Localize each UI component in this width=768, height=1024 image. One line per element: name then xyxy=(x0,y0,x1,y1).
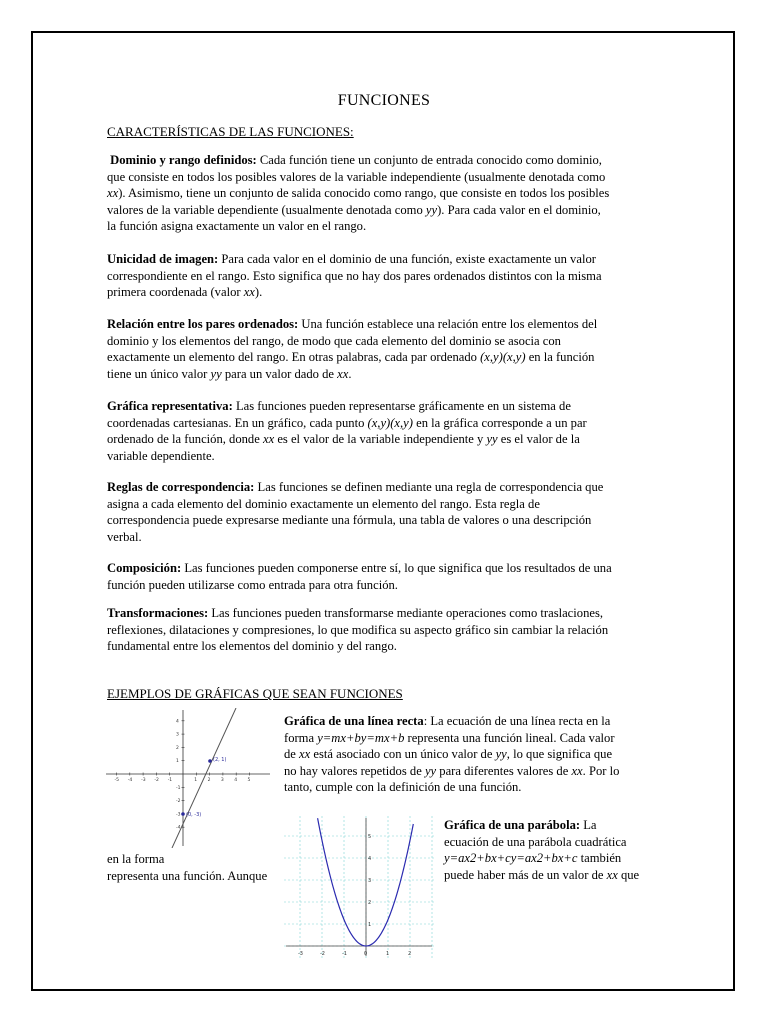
y-tick-label: -1 xyxy=(176,785,181,791)
section-heading-characteristics: CARACTERÍSTICAS DE LAS FUNCIONES: xyxy=(107,124,354,139)
point-b-marker xyxy=(181,812,185,816)
paragraph-composition xyxy=(107,560,677,593)
paragraph-label: Gráfica representativa: xyxy=(107,399,233,413)
paragraph-line: dominio y los elementos del rango, de modo que cada elemento del dominio se asocia con xyxy=(107,333,561,348)
x-tick-label: -2 xyxy=(320,951,325,957)
paragraph-line: ecuación de una parábola cuadrática xyxy=(444,834,627,849)
example-line-text xyxy=(284,713,674,796)
x-tick-label: -3 xyxy=(141,778,146,783)
paragraph-label: Composición: xyxy=(107,561,182,575)
paragraph-line: puede haber más de un valor de xx que xyxy=(444,867,640,882)
paragraph-label: Transformaciones: xyxy=(107,606,209,620)
y-tick-label: -2 xyxy=(176,799,181,805)
paragraph-line: ordenado de la función, donde xx es el valor de la variable independiente y yy es el valor de la xyxy=(107,432,580,446)
point-a-label: (2, 1) xyxy=(213,757,227,763)
paragraph-graph xyxy=(107,398,667,464)
paragraph-line: correspondiente en el rango. Esto significa que no hay dos pares ordenados distintos con la misma xyxy=(107,268,602,283)
y-tick-label: -3 xyxy=(176,812,181,818)
x-tick-label: 3 xyxy=(220,778,224,783)
paragraph-line: en la forma xyxy=(107,852,165,866)
paragraph-line: no hay valores repetidos de yy para diferentes valores de xx. Por lo xyxy=(284,763,620,778)
paragraph-label: Relación entre los pares ordenados: xyxy=(107,317,299,331)
paragraph-label: Reglas de correspondencia: xyxy=(107,480,255,494)
parabola-graph-image xyxy=(284,816,434,959)
paragraph-line: primera coordenada (valor xx). xyxy=(107,285,263,299)
paragraph-line: Gráfica de una línea recta: La ecuación de una línea recta en la xyxy=(284,714,611,728)
paragraph-correspondence xyxy=(107,479,667,545)
paragraph-line: exactamente un elemento del rango. En otras palabras, cada par ordenado (x,y)(x,y) en la función xyxy=(107,350,595,364)
paragraph-line: Reglas de correspondencia: Las funciones se definen mediante una regla de correspondencia que xyxy=(107,480,604,494)
x-tick-label: -1 xyxy=(342,951,347,957)
y-tick-label: -4 xyxy=(176,825,181,831)
paragraph-line: Gráfica representativa: Las funciones pueden representarse gráficamente en un sistema de xyxy=(107,399,571,413)
paragraph-line: que consiste en todos los posibles valores de la variable independiente (usualmente denotada como xyxy=(107,169,606,184)
y-tick-label: 1 xyxy=(176,759,179,765)
paragraph-line: y=ax2+bx+cy=ax2+bx+c también xyxy=(444,851,622,865)
paragraph-line: Unicidad de imagen: Para cada valor en el dominio de una función, existe exactamente un valor xyxy=(107,252,596,266)
paragraph-label: Unicidad de imagen: xyxy=(107,252,219,266)
x-tick-label: 1 xyxy=(194,778,198,783)
paragraph-transformations xyxy=(107,605,677,655)
x-tick-label: 4 xyxy=(234,778,238,783)
paragraph-line: la función asigna exactamente un valor en el rango. xyxy=(107,219,367,233)
y-tick-label: 2 xyxy=(176,745,179,751)
point-a-marker xyxy=(208,759,212,763)
paragraph-line: Composición: Las funciones pueden componerse entre sí, lo que significa que los resultados de una xyxy=(107,561,612,575)
x-tick-label: 1 xyxy=(386,951,390,957)
paragraph-line: correspondencia puede expresarse mediante una fórmula, una tabla de valores o una descripción xyxy=(107,513,592,527)
page-title: FUNCIONES xyxy=(337,92,431,109)
paragraph-line: verbal. xyxy=(107,529,142,544)
x-tick-label: -4 xyxy=(127,778,133,783)
section-heading-examples: EJEMPLOS DE GRÁFICAS QUE SEAN FUNCIONES xyxy=(107,686,403,701)
x-tick-label: -5 xyxy=(114,778,119,783)
paragraph-line: fundamental entre los elementos del dominio y del rango. xyxy=(107,639,397,653)
example-line-label: Gráfica de una línea recta xyxy=(284,714,424,728)
paragraph-line: función pueden utilizarse como entrada para otra función. xyxy=(107,577,398,592)
paragraph-image-uniqueness xyxy=(107,251,667,301)
paragraph-line: forma y=mx+by=mx+b representa una función lineal. Cada valor xyxy=(284,730,615,745)
y-tick-label: 3 xyxy=(368,878,372,884)
x-tick-label: 5 xyxy=(247,778,251,783)
y-tick-label: 4 xyxy=(176,719,179,725)
y-tick-label: 2 xyxy=(368,900,372,906)
paragraph-line: valores de la variable dependiente (usualmente denotada como yy). Para cada valor en el dominio, xyxy=(107,202,601,217)
paragraph-line: asigna a cada elemento del dominio exactamente un elemento del rango. Esta regla de xyxy=(107,496,540,511)
paragraph-line: tanto, cumple con la definición de una función. xyxy=(284,780,522,794)
paragraph-line: reflexiones, dilataciones y compresiones, lo que modifica su aspecto gráfico sin cambiar la relación xyxy=(107,622,609,637)
x-tick-label: -2 xyxy=(154,778,159,783)
x-tick-label: 2 xyxy=(408,951,412,957)
paragraph-label: Dominio y rango definidos: xyxy=(110,153,257,167)
x-tick-label: -1 xyxy=(167,778,173,783)
x-tick-label: 2 xyxy=(207,778,211,783)
paragraph-line: xx). Asimismo, tiene un conjunto de salida conocido como rango, que consiste en todos los posibles xyxy=(107,186,610,200)
graph-background xyxy=(284,816,434,959)
paragraph-line: variable dependiente. xyxy=(107,448,215,463)
line-graph-image xyxy=(104,708,272,848)
x-tick-label: 0 xyxy=(364,951,368,957)
paragraph-line: tiene un único valor yy para un valor dado de xx. xyxy=(107,366,352,381)
example-parabola-label: Gráfica de una parábola: xyxy=(444,818,581,832)
y-tick-label: 4 xyxy=(368,856,372,862)
paragraph-line: de xx está asociado con un único valor de yy, lo que significa que xyxy=(284,747,613,761)
point-b-label: (0, -3) xyxy=(186,812,202,818)
paragraph-line: Transformaciones: Las funciones pueden transformarse mediante operaciones como traslaciones, xyxy=(107,606,604,620)
left-fragment-text xyxy=(107,851,287,884)
paragraph-ordered-pairs xyxy=(107,316,667,382)
paragraph-line: representa una función. Aunque xyxy=(107,868,268,883)
paragraph-domain-range xyxy=(107,152,667,235)
paragraph-line: coordenadas cartesianas. En un gráfico, cada punto (x,y)(x,y) en la gráfica corresponde a un par xyxy=(107,415,587,430)
y-tick-label: 3 xyxy=(176,732,179,738)
paragraph-line: Relación entre los pares ordenados: Una función establece una relación entre los elementos del xyxy=(107,317,598,331)
y-tick-label: 1 xyxy=(368,922,372,928)
y-tick-label: 5 xyxy=(368,834,372,840)
example-parabola-text xyxy=(444,817,674,883)
x-tick-label: -3 xyxy=(298,951,303,957)
paragraph-line: Gráfica de una parábola: La xyxy=(444,818,597,832)
paragraph-line: Dominio y rango definidos: Cada función tiene un conjunto de entrada conocido como dominio, xyxy=(110,153,602,167)
